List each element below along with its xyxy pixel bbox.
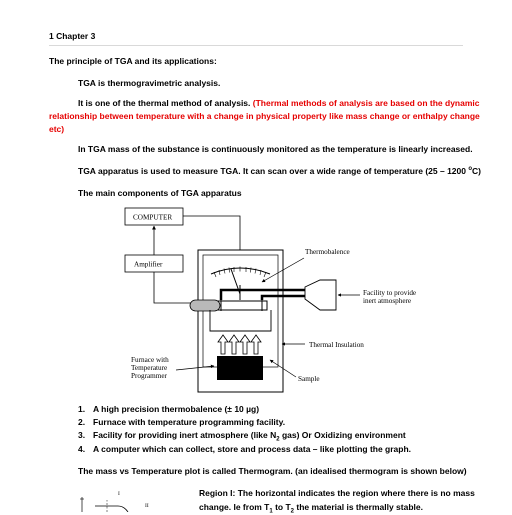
degree-symbol: o	[468, 166, 473, 173]
thermal-insulation-label: Thermal Insulation	[309, 341, 364, 349]
thermogram-region-i: I	[118, 491, 120, 497]
amplifier-to-furnace-line	[154, 272, 192, 303]
method-note-2: relationship between temperature with a change in physical property like mass change or enthalpy change	[49, 111, 480, 121]
list-item: 1. A high precision thermobalence (± 10 µg)	[78, 404, 260, 414]
sample-label: Sample	[298, 375, 320, 383]
heater-block	[217, 356, 263, 380]
list-item: 4. A computer which can collect, store and process data – like plotting the graph.	[78, 443, 412, 454]
furnace-label-2: Temperature	[131, 364, 168, 372]
apparatus-main: TGA apparatus is used to measure TGA. It can scan over a wide range of temperature (25 – 1200	[78, 166, 469, 176]
thermogram-intro: The mass vs Temperature plot is called Thermogram. (an idealised thermogram is shown below)	[78, 466, 467, 476]
tga-definition: TGA is thermogravimetric analysis.	[78, 78, 221, 88]
thermogram-curve	[95, 506, 128, 512]
facility-label-2: inert atmosphere	[363, 297, 412, 305]
furnace-cap	[190, 300, 220, 311]
gas-inlet-funnel	[305, 280, 336, 310]
amplifier-label: Amplifier	[134, 260, 163, 269]
chapter-header: 1 Chapter 3	[49, 30, 463, 46]
monitor-text: In TGA mass of the substance is continuously monitored as the temperature is linearly increased.	[78, 144, 473, 154]
method-lead: It is one of the thermal method of analysis.	[78, 98, 253, 108]
list-item: 2. Furnace with temperature programming facility.	[78, 417, 286, 428]
computer-label: COMPUTER	[133, 213, 173, 222]
furnace-label-3: Programmer	[131, 372, 167, 380]
thermogram-sketch	[80, 491, 149, 512]
thermogram-region-ii: II	[145, 503, 149, 509]
method-note-3: etc)	[49, 124, 65, 134]
list-item: 3. Facility for providing inert atmosphere (like $N_2$ gas) Or Oxidizing environment	[78, 430, 406, 444]
section-heading: The principle of TGA and its applications:	[49, 56, 217, 66]
region1-line2: change. Ie from $T_1$ to $T_2$ the material is thermally stable.	[199, 502, 423, 515]
facility-label-1: Facility to provide	[363, 289, 417, 297]
thermobalence-label: Thermobalence	[305, 248, 350, 256]
apparatus-end: C)	[472, 166, 482, 176]
furnace-label-1: Furnace with	[131, 356, 169, 364]
components-heading: The main components of TGA apparatus	[78, 188, 242, 198]
method-note-1: (Thermal methods of analysis are based on the dynamic	[252, 98, 480, 108]
components-list	[78, 403, 411, 456]
region1-line1: Region I: The horizontal indicates the region where there is no mass	[199, 488, 475, 498]
